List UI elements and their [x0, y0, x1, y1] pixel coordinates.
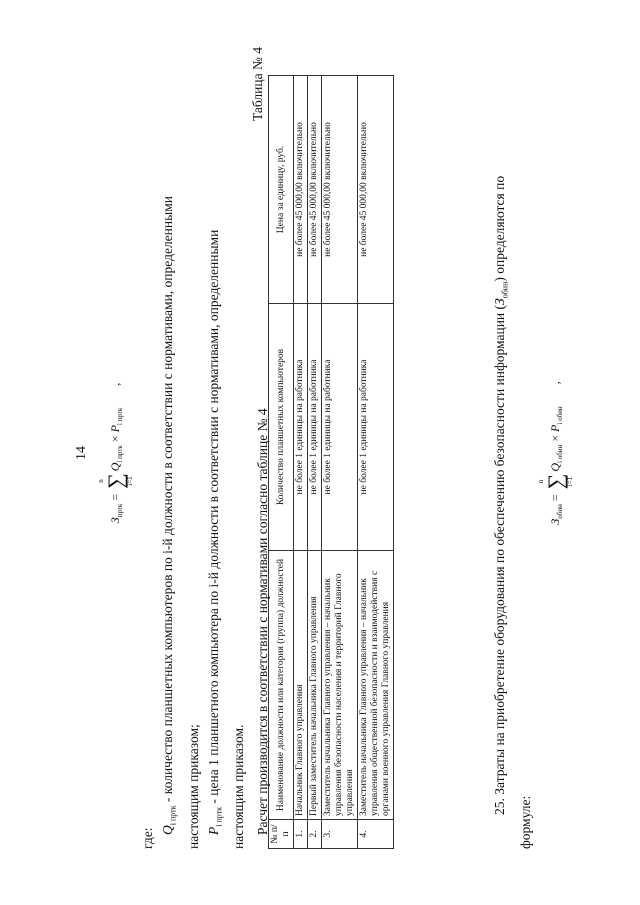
cell-num: 1. — [294, 819, 308, 848]
formula-times: × — [547, 431, 562, 445]
item-25-symbol-sub: обин — [500, 281, 510, 298]
formula-eq: = — [107, 490, 122, 504]
formula-q: Q — [547, 462, 562, 472]
p-definition-line2: настоящим приказом. — [231, 724, 247, 849]
cell-quantity: не более 1 единицы на работника — [322, 303, 358, 550]
item-25-line1 — [490, 49, 516, 849]
sigma-glyph: ∑ — [543, 473, 568, 489]
formula-q-sub: i обин — [556, 444, 565, 463]
p-definition-line1: - цена 1 планшетного компьютера по i-й должности в соответствии с нормативами, определенными — [205, 229, 221, 807]
q-definition-line1: - количество планшетных компьютеров по i-й должности в соответствии с нормативами, определенными — [160, 195, 175, 805]
cell-position: Заместитель начальника Главного управления – начальник управления общественной безопасности и взаимодействия с органами военного управления Главного управления — [358, 550, 394, 819]
item-25-line2: формуле: — [517, 795, 533, 849]
formula-lhs-sub: обин — [556, 503, 565, 519]
sum-symbol — [98, 473, 134, 489]
item-25-text-pre: 25. Затраты на приобретение оборудования по обеспечению безопасности информации ( — [492, 304, 507, 815]
definitions-block — [138, 46, 273, 849]
formula-q-sub: i пртк — [116, 444, 125, 463]
formula-comma: , — [107, 382, 122, 386]
formula-lhs: З — [107, 516, 122, 523]
formula-comma: , — [547, 380, 562, 384]
cell-price: не более 45 000,00 включительно — [294, 75, 308, 303]
rotated-content — [50, 23, 590, 883]
formula-security-equipment-cost — [538, 23, 574, 883]
cell-position: Заместитель начальника Главного управления – начальник управления безопасности населения и территорий Главного управления — [322, 550, 358, 819]
header-position: Наименование должности или категория (группа) должностей — [269, 550, 294, 819]
table-row — [294, 75, 308, 848]
cell-position: Первый заместитель начальника Главного управления — [308, 550, 322, 819]
cell-quantity: не более 1 единицы на работника — [308, 303, 322, 550]
cell-num: 4. — [358, 819, 394, 848]
q-definition — [158, 49, 184, 849]
formula-tablet-cost — [98, 23, 134, 883]
formula-p: P — [107, 424, 122, 432]
sum-symbol — [538, 473, 574, 489]
cell-price: не более 45 000,00 включительно — [308, 75, 322, 303]
formula-lhs: З — [547, 518, 562, 525]
cell-price: не более 45 000,00 включительно — [358, 75, 394, 303]
cell-position: Начальник Главного управления — [294, 550, 308, 819]
p-symbol: P — [205, 826, 221, 835]
table-header-row — [269, 75, 294, 848]
table-row — [322, 75, 358, 848]
sum-top: n — [537, 479, 545, 483]
header-price: Цена за единицу, руб. — [269, 75, 294, 303]
where-label: где: — [140, 827, 155, 849]
formula-times: × — [107, 431, 122, 445]
sigma-glyph: ∑ — [103, 472, 128, 489]
calculation-note: Расчет производится в соответствии с нормативами согласно таблице № 4 — [255, 407, 271, 835]
q-definition-line2: настоящим приказом; — [185, 723, 201, 849]
q-symbol-sub: i пртк — [168, 804, 178, 825]
p-definition — [204, 49, 230, 849]
formula-q: Q — [107, 462, 122, 471]
formula-eq: = — [547, 490, 562, 504]
cell-quantity: не более 1 единицы на работника — [358, 303, 394, 550]
norms-table — [268, 75, 394, 849]
table-row — [358, 75, 394, 848]
q-symbol: Q — [160, 824, 175, 835]
table-caption: Таблица № 4 — [250, 46, 265, 121]
formula-p-sub: i обин — [556, 405, 565, 425]
sum-top: n — [97, 478, 105, 483]
formula-p: P — [547, 424, 562, 432]
cell-price: не более 45 000,00 включительно — [322, 75, 358, 303]
formula-lhs-sub: пртк — [116, 503, 125, 517]
item-25-symbol: З — [492, 297, 507, 305]
cell-num: 3. — [322, 819, 358, 848]
cell-quantity: не более 1 единицы на работника — [294, 303, 308, 550]
header-num: № п/п — [269, 819, 294, 848]
sum-bottom: i=1 — [126, 475, 134, 486]
formula-p-sub: i пртк — [116, 407, 125, 425]
item-25-block — [490, 49, 536, 849]
sum-bottom: i=1 — [566, 476, 574, 486]
header-quantity: Количество планшетных компьютеров — [269, 303, 294, 550]
cell-num: 2. — [308, 819, 322, 848]
item-25-text-post: ) определяются по — [492, 175, 507, 282]
p-symbol-sub: i пртк — [214, 806, 224, 827]
page-number: 14 — [74, 445, 89, 460]
table-row — [308, 75, 322, 848]
